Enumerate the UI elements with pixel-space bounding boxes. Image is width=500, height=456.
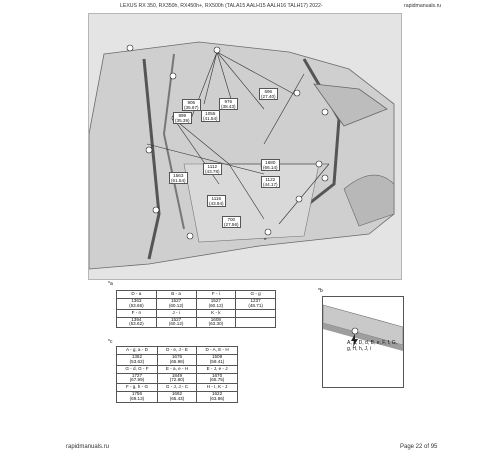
table-cell-value: 1727 (67.99)	[117, 373, 158, 384]
table-cell-header: F - g, h - G	[117, 384, 158, 392]
table-cell-value: 1394 (53.62)	[117, 317, 157, 328]
callout-976: 976 (38.43)	[221, 99, 236, 110]
dimension-table-2	[116, 346, 238, 403]
table-cell-header: G - J, J - C	[157, 384, 196, 392]
table-cell-value: 1527 (60.12)	[156, 317, 196, 328]
table-row	[117, 365, 238, 373]
table-cell-value: 1362 (53.62)	[117, 355, 158, 366]
table-cell-header: H - I, K - J	[197, 384, 238, 392]
table-cell-value: 1849 (72.80)	[157, 373, 196, 384]
dimension-table-1	[116, 290, 276, 328]
table-cell-empty	[236, 317, 276, 328]
table-cell-header: E - a, e - H	[157, 365, 196, 373]
table-cell-value: 1527 (60.12)	[196, 299, 236, 310]
body-dimension-illustration	[88, 13, 402, 280]
callout-1122: 1122 (44.17)	[263, 177, 278, 188]
callout-1055: 1055 (41.54)	[203, 111, 218, 122]
table-cell-header: G - g	[236, 291, 276, 299]
callout-906: 906 (35.67)	[184, 100, 199, 111]
table-cell-header: F - i	[196, 291, 236, 299]
detail-note: A, a, D, d, B, e, F, f, G, g, H, h, J, i	[347, 340, 398, 352]
table-cell-value: 1676 (65.98)	[157, 355, 196, 366]
table1-tag: *a	[108, 281, 113, 287]
table-cell-header: B - a	[156, 291, 196, 299]
callout-1116: 1116 (43.94)	[209, 196, 224, 207]
callout-700: 700 (27.56)	[224, 217, 239, 228]
table-cell-value: 1509 (59.41)	[197, 355, 238, 366]
table-row	[117, 373, 238, 384]
callout-1563: 1563 (61.54)	[171, 173, 186, 184]
table-cell-header: E - J, e - J	[197, 365, 238, 373]
table2-tag: *c	[108, 339, 113, 345]
table-cell-empty	[236, 309, 276, 317]
page-number: Page 22 of 95	[400, 444, 438, 450]
table-row	[117, 392, 238, 403]
detail-tag: *b	[318, 288, 323, 294]
callout-899: 899 (35.39)	[175, 113, 190, 124]
table-cell-value: 1363 (53.66)	[117, 299, 157, 310]
table-cell-value: 1622 (63.86)	[197, 392, 238, 403]
table-cell-header: D - A, E - H	[197, 347, 238, 355]
table-row	[117, 309, 276, 317]
table-cell-value: 1756 (69.13)	[117, 392, 158, 403]
table-cell-value: 1670 (65.75)	[197, 373, 238, 384]
table-cell-value: 1527 (60.12)	[156, 299, 196, 310]
table-cell-header: F - n	[117, 309, 157, 317]
callout-1112: 1112 (43.78)	[205, 164, 220, 175]
table-row	[117, 317, 276, 328]
table-cell-header: J - i	[156, 309, 196, 317]
document-header-site: rapidmanuals.ru	[404, 3, 442, 9]
table-row	[117, 355, 238, 366]
table-cell-value: 1608 (63.30)	[196, 317, 236, 328]
table-cell-value: 1237 (48.71)	[236, 299, 276, 310]
table-cell-header: D - a	[117, 291, 157, 299]
document-header-title: LEXUS RX 350, RX350h, RX450h+, RX500h (TALA15 AALH15 AALH16 TALH17) 2022-	[120, 3, 323, 9]
table-cell-value: 1662 (65.43)	[157, 392, 196, 403]
vehicle-body-drawing	[89, 14, 401, 279]
callout-1680: 1680 (66.14)	[263, 160, 278, 171]
table-cell-header: K - k	[196, 309, 236, 317]
table-row	[117, 299, 276, 310]
callout-696: 696 (27.40)	[261, 89, 276, 100]
table-cell-header: D - e, J - E	[157, 347, 196, 355]
document-footer-site: rapidmanuals.ru	[66, 444, 110, 450]
table-cell-header: G - d, G - F	[117, 365, 158, 373]
table-cell-header: A - g, a - D	[117, 347, 158, 355]
